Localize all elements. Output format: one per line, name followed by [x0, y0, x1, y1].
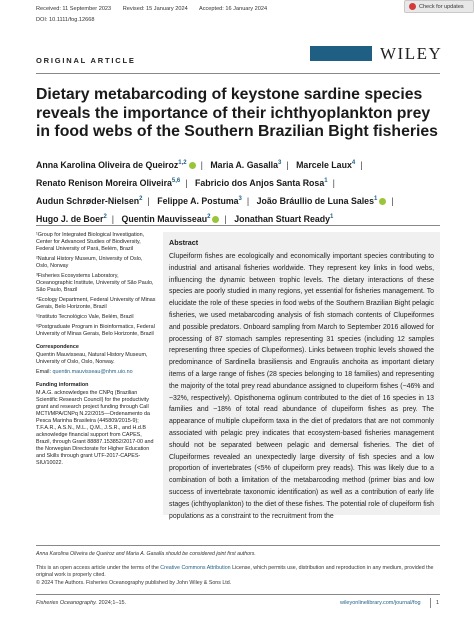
orcid-icon[interactable] [212, 216, 219, 223]
email-link[interactable]: quentin.mauvisseau@nhm.uio.no [52, 369, 133, 375]
author-separator: | [246, 195, 250, 206]
author-name: João Bráullio de Luna Sales [256, 195, 374, 206]
author-name: Marcele Laux [296, 159, 352, 170]
author-affiliation-ref: 2 [103, 213, 107, 220]
license-post: License, which permits use, distribution and reproduction in any medium, provided the original work is properly cited. [36, 565, 434, 579]
correspondence-heading: Correspondence [36, 344, 79, 350]
funding-heading: Funding information [36, 382, 89, 388]
orcid-icon[interactable] [379, 198, 386, 205]
author-list [36, 155, 440, 227]
author[interactable] [122, 214, 220, 224]
author-separator: | [224, 213, 227, 224]
author[interactable] [195, 178, 328, 188]
footnote-divider [36, 545, 440, 546]
author-name: Hugo J. de Boer [36, 213, 104, 224]
abstract-box [163, 232, 440, 520]
footer-separator [430, 598, 431, 608]
author-affiliation-ref: 2 [207, 213, 211, 220]
author-separator: | [185, 177, 188, 188]
author-name: Quentin Mauvisseau [121, 213, 208, 224]
affiliation: ¹Group for Integrated Biological Investigation, Center for Advanced Studies of Biodiversity, Federal University of Pará, Belém, Brazil [36, 232, 145, 252]
received-date: Received: 11 September 2023 [36, 6, 112, 12]
author-separator: | [360, 159, 363, 170]
revised-date: Revised: 15 January 2024 [122, 6, 188, 12]
copyright: © 2024 The Authors. Fisheries Oceanography published by John Wiley & Sons Ltd. [36, 579, 232, 586]
email-label: Email: [36, 369, 51, 375]
accepted-date: Accepted: 16 January 2024 [198, 6, 268, 12]
affiliation: ³Fisheries Ecosystems Laboratory, Oceanographic Institute, University of São Paulo, São Paulo, Brazil [36, 273, 154, 293]
license-note [36, 565, 440, 587]
check-updates-icon [409, 3, 416, 10]
page-number: 1 [436, 600, 440, 606]
author-separator: | [200, 159, 203, 170]
license-link[interactable]: Creative Commons Attribution [160, 565, 231, 571]
author-affiliation-ref: 3 [278, 160, 282, 166]
journal-url-link[interactable]: wileyonlinelibrary.com/journal/fog [340, 600, 421, 606]
author-name: Anna Karolina Oliveira de Queiroz [36, 159, 179, 170]
author[interactable] [296, 160, 355, 170]
author-name: Felippe A. Postuma [157, 195, 239, 206]
affiliation: ⁴Ecology Department, Federal University of Minas Gerais, Belo Horizonte, Brazil [36, 297, 156, 310]
author-affiliation-ref: 3 [238, 195, 242, 202]
affiliation: ²Natural History Museum, University of Oslo, Oslo, Norway [36, 256, 143, 269]
author[interactable] [36, 196, 142, 206]
check-for-updates-button[interactable] [404, 0, 474, 13]
author[interactable] [157, 196, 242, 206]
author-name: Fabricio dos Anjos Santa Rosa [195, 177, 325, 188]
article-dates [36, 6, 277, 12]
author[interactable] [210, 160, 281, 170]
author-separator: | [147, 195, 150, 206]
footer-divider [36, 594, 440, 595]
author-name: Renato Renison Moreira Oliveira [36, 177, 172, 188]
header-divider [36, 73, 440, 74]
affiliation: ⁵Instituto Tecnológico Vale, Belém, Brazil [36, 314, 134, 320]
correspondence-text: Quentin Mauvisseau, Natural History Museum, University of Oslo, Oslo, Norway. [36, 352, 148, 365]
author-affiliation-ref: 1 [330, 213, 334, 220]
abstract-heading: Abstract [169, 238, 199, 247]
author-affiliation-ref: 2 [139, 195, 143, 202]
author[interactable] [234, 214, 333, 224]
orcid-icon[interactable] [189, 162, 196, 169]
author-separator: | [391, 195, 394, 206]
authors-divider [36, 225, 440, 226]
footer-year-pages: 2024;1–15. [97, 600, 127, 606]
author-separator: | [286, 159, 289, 170]
author-affiliation-ref: 4 [351, 160, 356, 166]
author-affiliation-ref: 1,2 [178, 160, 187, 166]
footer-journal: Fisheries Oceanography. [36, 600, 98, 606]
check-updates-label: Check for updates [419, 3, 464, 10]
author-separator: | [332, 177, 335, 188]
journal-logo [310, 46, 372, 61]
affiliation: ⁶Postgraduate Program in Bioinformatics, Federal University of Minas Gerais, Belo Horizonte, Brazil [36, 324, 155, 337]
author[interactable] [36, 178, 180, 188]
license-pre: This is an open access article under the terms of the [36, 565, 161, 571]
author-name: Audun Schrøder-Nielsen [36, 195, 140, 206]
author-name: Maria A. Gasalla [210, 159, 278, 170]
author[interactable] [36, 160, 196, 170]
author-separator: | [111, 213, 115, 224]
affiliations-column [36, 232, 156, 470]
section-label: ORIGINAL ARTICLE [36, 56, 136, 65]
author[interactable] [36, 214, 107, 224]
author-name: Jonathan Stuart Ready [234, 213, 330, 224]
abstract-text: Clupeiform fishes are ecologically and economically important species contributing to industrial and artisanal fisheries worldwide. They represent key links in food webs, influencing the dynamic between trophic levels. The dietary interactions of these species are poorly studied in many regions, yet essential for fisheries management. To elucidate the role of these species in food webs of the Southern Brazilian Bight pelagic fisheries, we used metabarcoding analysis of fish stomach contents of Clupeiformes and possible predators. Onboard sampling from March to September 2016 allowed for processing of 87 stomach samples representing 31 species (including 12 samples representing three species of Clupeiformes). Links between trophic levels showed the predominance of Sardinella brasiliensis and Engraulis anchoita as important dietary items of a large range of fishes (28 species belonging to 18 families) and representing the majority of the total prey read abundance assigned to clupeiform fishes (~46% and ~32%, respectively). Opisthonema oglinum contributed to the diet of 16 species in 13 families and ~18% of total read abundance of clupeiform fishes as prey. The appearance of multiple clupeiform taxa in the diet of predators that are not commonly associated with pelagic prey indicates that ecosystem-based fisheries management should not be separated between pelagic and demersal fisheries. The diet of Clupeiformes revealed an unexpectedly large diversity of fish species and a low proportion of invertebrates (<5% of clupeiform prey reads). This was likely due to a combination of both a limitation of the metabarcoding method (primer bias and low success of invertebrate taxonomic identification) as well as a contribution of early life stages (ichthyoplankton) to the diet of these fishes. The potential role of clupeiform fish populations as a constraint to the recruitment from the [169, 253, 434, 520]
footnote: Anna Karolina Oliveira de Queiroz and Maria A. Gasalla should be considered joint first authors. [36, 551, 256, 557]
footer-citation [36, 600, 126, 606]
author-affiliation-ref: 5,6 [171, 177, 181, 184]
author-affiliation-ref: 1 [324, 177, 328, 184]
article-title: Dietary metabarcoding of keystone sardine species reveals the importance of their ichthyoplankton prey in food webs of the Southern Brazilian Bight fisheries [36, 86, 438, 141]
author[interactable] [257, 196, 387, 206]
doi[interactable]: DOI: 10.1111/fog.12668 [36, 17, 95, 23]
publisher-logo: WILEY [380, 44, 443, 63]
author-affiliation-ref: 1 [373, 195, 378, 202]
funding-text: M.A.G. acknowledges the CNPq (Brazilian Scientific Research Council) for the productivity grant and research project funding through Call MCTI/MPA/CNPq N.22/2015—Ordenamento da Pesca Marinha Brasileira (445809/2015-9); T.F.A.R., A.S.N., M.L., Q.M., J.S.R., and H.d.B acknowledge financial support from CAPES, Brazil, through Grant 88887.153852/2017-00 and the Norwegian Directorate for Higher Education and Skills through grant UTF-2017-CAPES-SIU/10022. [36, 390, 154, 466]
